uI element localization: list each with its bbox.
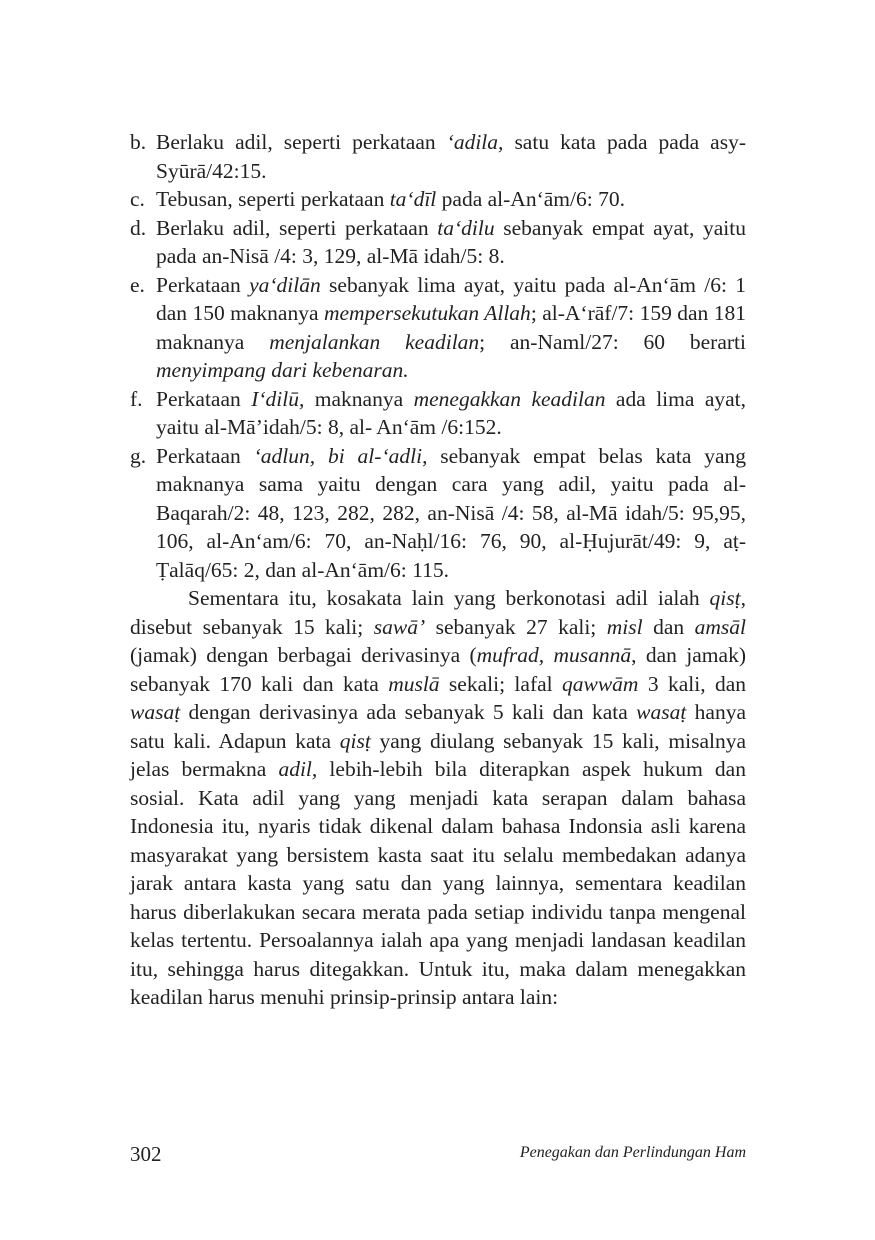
list-item [130, 385, 746, 442]
page-body [130, 128, 746, 1012]
page-number: 302 [130, 1142, 162, 1166]
list-marker: e. [130, 272, 145, 297]
text-run: maknanya [304, 386, 414, 411]
list-item-text [156, 185, 746, 214]
text-run: Berlaku adil, seperti perkataan [156, 215, 438, 240]
list-item [130, 442, 746, 585]
text-run: dengan derivasinya ada sebanyak 5 kali dan kata [180, 700, 637, 724]
text-run: , disebut sebanyak 15 kali; [130, 586, 746, 639]
list-item [130, 214, 746, 271]
italic-term: muslā [388, 671, 440, 696]
text-run: Perkataan [156, 386, 252, 411]
italic-term: ya‘dilān [249, 272, 321, 297]
text-run: 3 kali, dan [638, 671, 746, 696]
text-run: Berlaku adil, seperti perkataan [156, 130, 447, 154]
italic-term: ta‘dīl [389, 187, 437, 211]
italic-term: ta‘dilu [437, 215, 495, 240]
list-marker: b. [130, 130, 147, 154]
text-run: satu kata pada pada asy-Syūrā/42:15. [156, 130, 746, 183]
text-run: dan [642, 614, 695, 639]
item-list [130, 128, 746, 584]
list-item-text [156, 442, 746, 585]
text-run: sekali; lafal [439, 671, 562, 696]
italic-term: menegakkan keadilan [413, 386, 606, 411]
text-run: sebanyak 27 kali; [425, 614, 607, 639]
italic-term: ‘adila, [446, 130, 504, 154]
italic-term: misl [606, 614, 643, 639]
list-item [130, 185, 746, 214]
text-run: sebanyak empat ayat, yaitu pada an-Nisā /4: 3, 129, al-Mā idah/5: 8. [156, 215, 746, 268]
list-item-text [156, 128, 746, 185]
italic-term: qisṭ [339, 728, 371, 753]
italic-term: amsāl [694, 614, 746, 639]
italic-term: sawā’ [373, 614, 426, 639]
italic-term: wasaṭ [130, 700, 181, 724]
list-marker: d. [130, 215, 147, 240]
list-item-text [156, 271, 746, 385]
list-item-text [156, 214, 746, 271]
text-run: , sebanyak empat belas kata yang maknanya sama yaitu dengan cara yang adil, yaitu pada al-Baqarah/2: 48, 123, 282, 282, an-Nisā /4: 58, al-Mā idah/5: 95,95, 106, al-An‘am/6: 70, an-Naḥl/16: 76, 90, al-Ḥujurāt/49: 9, aṭ-Ṭalāq/65: 2, dan al-An‘ām/6: 115. [156, 443, 746, 582]
text-run: yang diulang sebanyak 15 kali, misalnya jelas bermakna [130, 728, 746, 781]
text-run: Sementara itu, kosakata lain yang berkonotasi adil ialah [188, 586, 710, 610]
list-item [130, 128, 746, 185]
italic-term: qawwām [562, 671, 639, 696]
list-marker: f. [130, 386, 143, 411]
italic-term: qisṭ [709, 586, 741, 610]
list-item-text [156, 385, 746, 442]
italic-term: I‘dilū, [251, 386, 305, 411]
italic-term: mempersekutukan Allah [323, 301, 531, 325]
text-run: ; al-A‘rāf/7: 159 dan 181 maknanya [156, 301, 746, 354]
list-marker: c. [130, 187, 145, 211]
text-run: Perkataan [156, 443, 254, 468]
text-run: sebanyak lima ayat, yaitu pada al-An‘ām /6: 1 dan 150 maknanya [156, 272, 746, 325]
text-run: hanya satu kali. Adapun kata [130, 700, 747, 753]
text-run: Tebusan, seperti perkataan [156, 187, 390, 211]
text-run: ; an-Naml/27: 60 berarti [479, 329, 746, 354]
italic-term: ‘adlun, bi al-‘adli [253, 443, 423, 468]
page-footer [130, 1142, 746, 1172]
text-run: lebih-lebih bila diterapkan aspek hukum dan sosial. Kata adil yang yang menjadi kata serapan dalam bahasa Indonesia itu, nyaris tidak dikenal dalam bahasa Indonsia asli karena masyarakat yang bersistem kasta saat itu selalu membedakan adanya jarak antara kasta yang satu dan yang lainnya, sementara keadilan harus diberlakukan secara merata pada setiap individu tanpa mengenal kelas tertentu. Persoalannya ialah apa yang menjadi landasan keadilan itu, sehingga harus ditegakkan. Untuk itu, maka dalam menegakkan keadilan harus menuhi prinsip-prinsip antara lain: [130, 757, 746, 1009]
italic-term: adil, [278, 757, 318, 781]
italic-term: menyimpang dari kebenaran. [156, 358, 409, 382]
italic-term: wasaṭ [636, 700, 687, 724]
italic-term: menjalankan keadilan [269, 329, 480, 354]
italic-term: mufrad, musannā [476, 643, 632, 667]
text-run: pada al-An‘ām/6: 70. [436, 187, 625, 211]
body-paragraph [130, 584, 746, 1012]
text-run: (jamak) dengan berbagai derivasinya ( [130, 643, 477, 667]
list-marker: g. [130, 443, 147, 468]
text-run: , dan jamak) sebanyak 170 kali dan kata [130, 643, 746, 696]
text-run: ada lima ayat, yaitu al-Mā’idah/5: 8, al- An‘ām /6:152. [156, 386, 747, 439]
text-run: Perkataan [156, 272, 250, 297]
running-title: Penegakan dan Perlindungan Ham [519, 1144, 746, 1161]
list-item [130, 271, 746, 385]
